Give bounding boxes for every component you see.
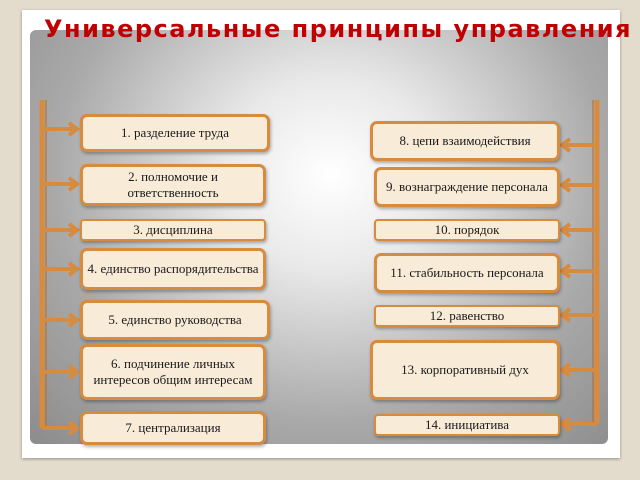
page-title: Универсальные принципы управления [44, 15, 632, 43]
left-connectors [42, 123, 77, 434]
right-arrow-8 [562, 139, 597, 151]
left-arrow-3 [42, 224, 77, 236]
principle-box-11: 11. стабильность персонала [374, 253, 560, 293]
principle-box-13: 13. корпоративный дух [370, 340, 560, 400]
principle-box-5: 5. единство руководства [80, 300, 270, 340]
principle-box-9: 9. вознаграждение персонала [374, 167, 560, 207]
principle-box-14: 14. инициатива [374, 414, 560, 436]
right-arrow-9 [562, 179, 597, 191]
principle-box-12: 12. равенство [374, 305, 560, 327]
left-arrow-2 [42, 178, 77, 190]
principle-box-6: 6. подчинение личных интересов общим интересам [80, 344, 266, 400]
principle-box-2: 2. полномочие и ответственность [80, 164, 266, 206]
left-arrow-1 [42, 123, 77, 135]
right-arrow-12 [562, 309, 597, 321]
left-arrow-7 [42, 422, 77, 434]
left-arrow-6 [42, 366, 77, 378]
right-arrow-11 [562, 265, 597, 277]
principle-box-8: 8. цепи взаимодействия [370, 121, 560, 161]
principle-box-3: 3. дисциплина [80, 219, 266, 241]
principle-box-7: 7. централизация [80, 411, 266, 445]
principle-box-1: 1. разделение труда [80, 114, 270, 152]
right-arrow-14 [562, 418, 597, 430]
right-connectors [562, 139, 597, 430]
principle-box-10: 10. порядок [374, 219, 560, 241]
principle-box-4: 4. единство распорядительства [80, 248, 266, 290]
right-arrow-10 [562, 224, 597, 236]
left-arrow-4 [42, 263, 77, 275]
right-arrow-13 [562, 364, 597, 376]
left-arrow-5 [42, 314, 77, 326]
